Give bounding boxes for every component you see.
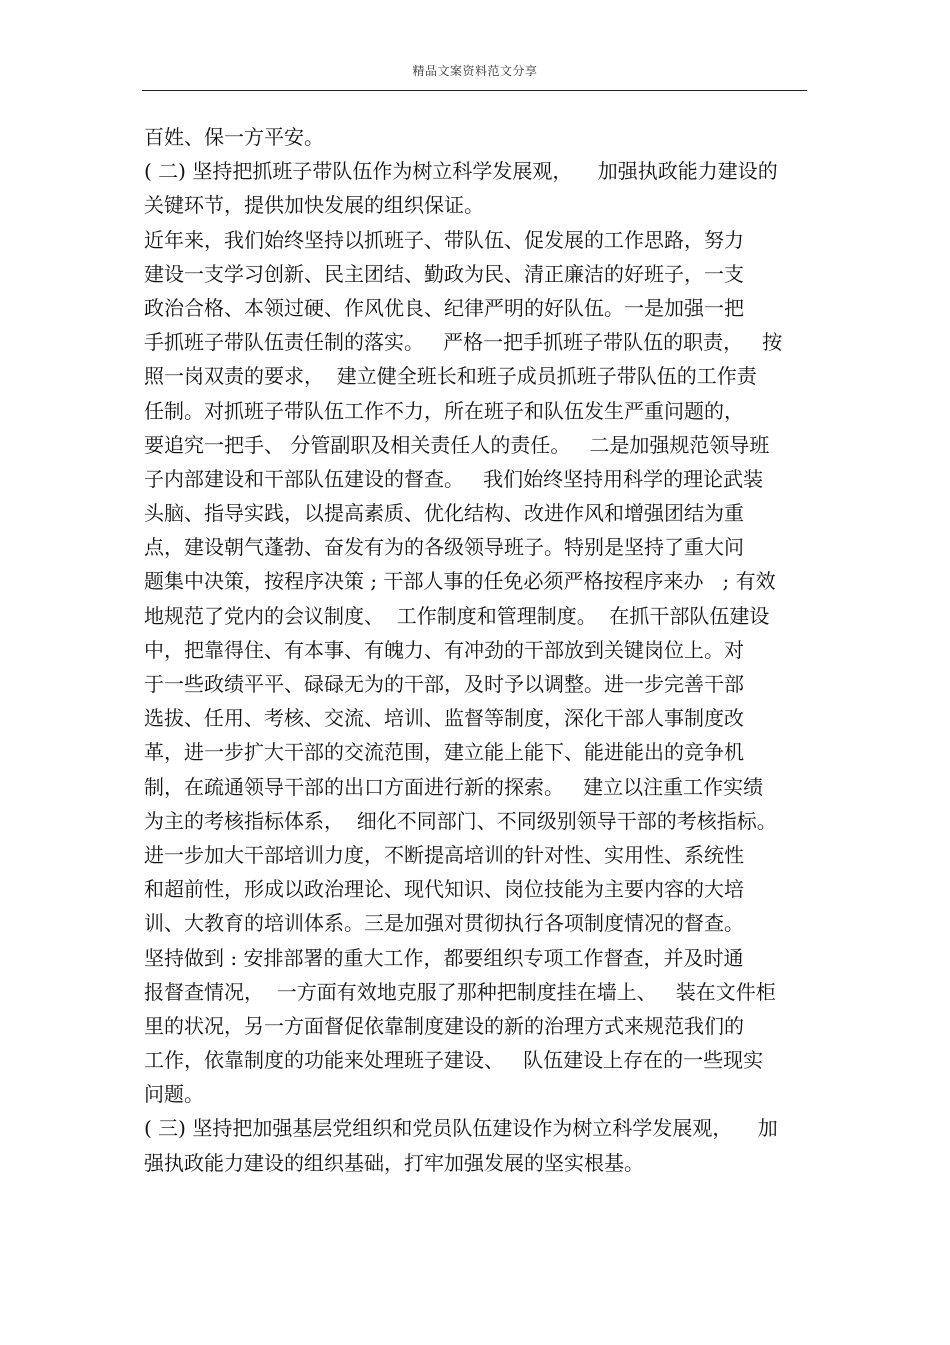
text-line: 训、大教育的培训体系。三是加强对贯彻执行各项制度情况的督查。	[144, 911, 744, 936]
text-line: 子内部建设和干部队伍建设的督查。 我们始终坚持用科学的理论武装	[144, 466, 764, 491]
text-line: 里的状况，另一方面督促依靠制度建设的新的治理方式来规范我们的	[144, 1013, 744, 1038]
text-line: 手抓班子带队伍责任制的落实。 严格一把手抓班子带队伍的职责， 按	[144, 330, 783, 355]
text-line: 制，在疏通领导干部的出口方面进行新的探索。 建立以注重工作实绩	[144, 774, 764, 799]
text-line: 照一岗双责的要求， 建立健全班长和班子成员抓班子带队伍的工作责	[144, 364, 757, 389]
text-line: 革，进一步扩大干部的交流范围，建立能上能下、能进能出的竞争机	[144, 740, 744, 765]
text-line: 进一步加大干部培训力度，不断提高培训的针对性、实用性、系统性	[144, 842, 744, 867]
text-line: 强执政能力建设的组织基础，打牢加强发展的坚实根基。	[144, 1150, 644, 1175]
body-text	[144, 120, 814, 1180]
text-line: ( 二) 坚持把抓班子带队伍作为树立科学发展观， 加强执政能力建设的	[144, 159, 778, 184]
text-line: 和超前性，形成以政治理论、现代知识、岗位技能为主要内容的大培	[144, 877, 744, 902]
text-line: 要追究一把手、 分管副职及相关责任人的责任。 二是加强规范领导班	[144, 432, 770, 457]
page-header: 精品文案资料范文分享	[412, 64, 538, 78]
text-line: 点，建设朝气蓬勃、奋发有为的各级领导班子。特别是坚持了重大问	[144, 535, 744, 560]
text-line: 选拔、任用、考核、交流、培训、监督等制度，深化干部人事制度改	[144, 706, 744, 731]
text-line: 地规范了党内的会议制度、 工作制度和管理制度。 在抓干部队伍建设	[144, 603, 770, 628]
text-line: 头脑、指导实践，以提高素质、优化结构、改进作风和增强团结为重	[144, 501, 744, 526]
text-line: 关键环节，提供加快发展的组织保证。	[144, 193, 484, 218]
text-line: 建设一支学习创新、民主团结、勤政为民、清正廉洁的好班子，一支	[144, 261, 744, 286]
text-line: 题集中决策，按程序决策 ; 干部人事的任免必须严格按程序来办 ; 有效	[144, 569, 776, 594]
text-line: 工作，依靠制度的功能来处理班子建设、 队伍建设上存在的一些现实	[144, 1048, 764, 1073]
text-line: 任制。对抓班子带队伍工作不力，所在班子和队伍发生严重问题的，	[144, 398, 744, 423]
text-line: ( 三) 坚持把加强基层党组织和党员队伍建设作为树立科学发展观， 加	[144, 1116, 778, 1141]
text-line: 中，把靠得住、有本事、有魄力、有冲劲的干部放到关键岗位上。对	[144, 637, 744, 662]
text-line: 报督查情况， 一方面有效地克服了那种把制度挂在墙上、 装在文件柜	[144, 979, 776, 1004]
text-line: 于一些政绩平平、碌碌无为的干部，及时予以调整。进一步完善干部	[144, 672, 744, 696]
text-line: 政治合格、本领过硬、作风优良、纪律严明的好队伍。一是加强一把	[144, 295, 744, 320]
text-line: 百姓、保一方平安。	[144, 125, 324, 149]
header-divider	[142, 90, 807, 91]
text-line: 为主的考核指标体系， 细化不同部门、不同级别领导干部的考核指标。	[144, 808, 777, 833]
text-line: 问题。	[144, 1082, 204, 1107]
text-line: 坚持做到 : 安排部署的重大工作，都要组织专项工作督查，并及时通	[144, 945, 744, 970]
text-line: 近年来，我们始终坚持以抓班子、带队伍、促发展的工作思路，努力	[144, 227, 744, 252]
